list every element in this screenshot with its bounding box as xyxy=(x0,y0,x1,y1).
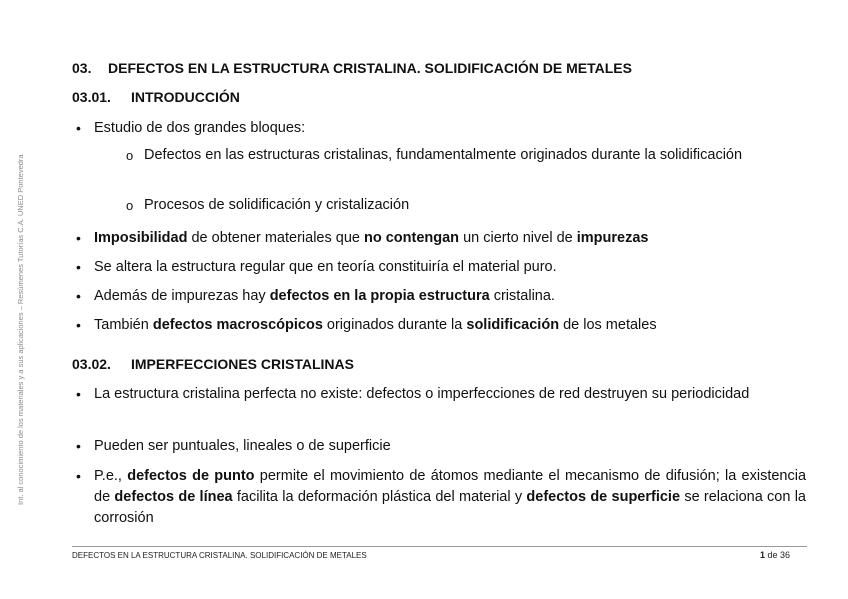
intro-list-3 xyxy=(72,257,806,278)
side-margin-text: Int. al conocimiento de los materiales y a sus aplicaciones – Resúmenes Tutorías C.A. UNED Pontevedra xyxy=(16,154,25,505)
section-title: IMPERFECCIONES CRISTALINAS xyxy=(131,356,354,372)
section-number: 03.01. xyxy=(72,89,111,105)
imperfections-list-2 xyxy=(72,436,806,457)
list-item: • Pueden ser puntuales, lineales o de superficie xyxy=(72,436,806,457)
total-pages: 36 xyxy=(780,550,791,560)
footer-title: DEFECTOS EN LA ESTRUCTURA CRISTALINA. SOLIDIFICACIÓN DE METALES xyxy=(72,551,367,560)
list-item: • Imposibilidad de obtener materiales que no contengan un cierto nivel de impurezas xyxy=(72,228,806,249)
title-number: 03. xyxy=(72,60,92,76)
intro-list xyxy=(72,118,806,139)
sublist-item: o Defectos en las estructuras cristalinas, fundamentalmente originados durante la solidificación xyxy=(126,145,806,166)
section-heading-imperfecciones xyxy=(72,356,354,372)
footer-divider xyxy=(72,546,807,547)
list-item: • También defectos macroscópicos originados durante la solidificación de los metales xyxy=(72,315,806,336)
section-number: 03.02. xyxy=(72,356,111,372)
intro-sublist xyxy=(126,145,806,166)
title-text: DEFECTOS EN LA ESTRUCTURA CRISTALINA. SOLIDIFICACIÓN DE METALES xyxy=(108,60,632,76)
list-item: • La estructura cristalina perfecta no existe: defectos o imperfecciones de red destruyen su periodicidad xyxy=(72,384,806,405)
page-number: 1 de 36 xyxy=(760,550,791,560)
list-item: • P.e., defectos de punto permite el movimiento de átomos mediante el mecanismo de difusión; la existencia de defectos de línea facilita la deformación plástica del material y defectos de superficie se relaciona con la corrosión xyxy=(72,466,806,529)
imperfections-list-3 xyxy=(72,466,806,529)
section-heading-introduccion xyxy=(72,89,240,105)
page-title xyxy=(72,60,632,76)
sublist-item: o Procesos de solidificación y cristalización xyxy=(126,195,806,216)
intro-list-4 xyxy=(72,286,806,307)
list-item: • Se altera la estructura regular que en teoría constituiría el material puro. xyxy=(72,257,806,278)
intro-list-5 xyxy=(72,315,806,336)
intro-list-2 xyxy=(72,228,806,249)
list-item: • Además de impurezas hay defectos en la propia estructura cristalina. xyxy=(72,286,806,307)
imperfections-list xyxy=(72,384,806,405)
current-page: 1 xyxy=(760,550,766,560)
section-title: INTRODUCCIÓN xyxy=(131,89,240,105)
intro-sublist-2 xyxy=(126,195,806,216)
list-item: • Estudio de dos grandes bloques: xyxy=(72,118,806,139)
